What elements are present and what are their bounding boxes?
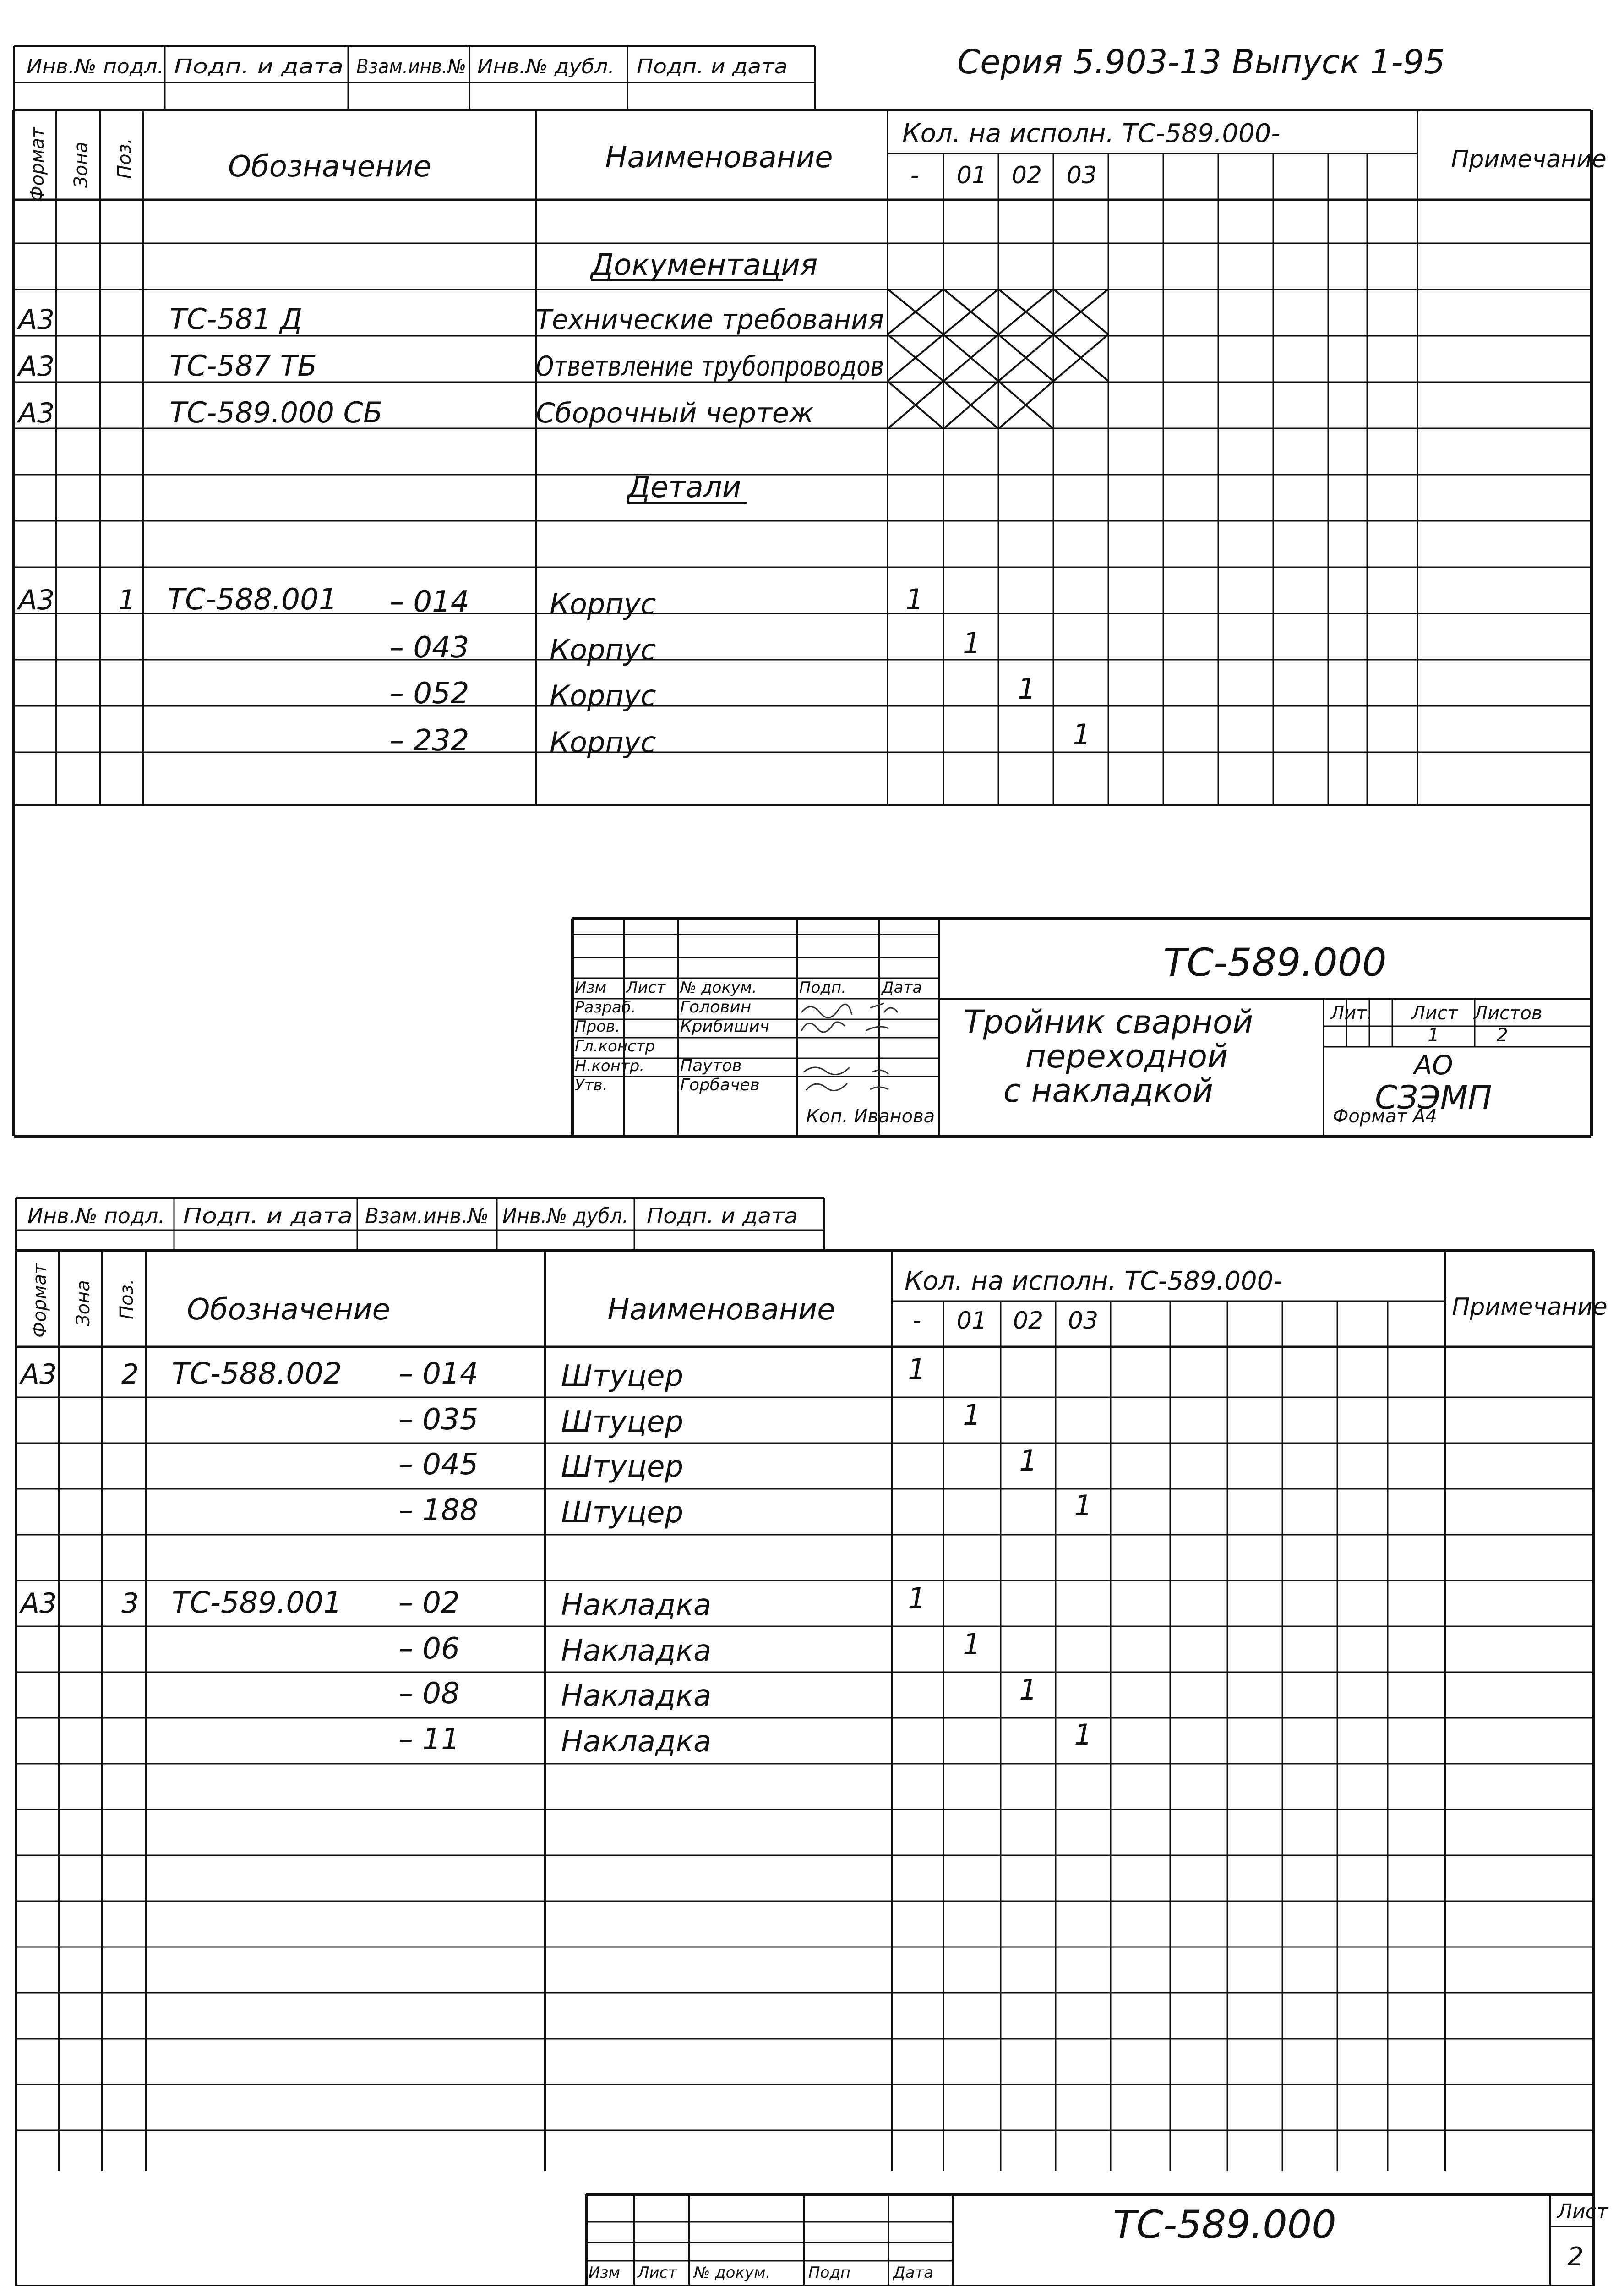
suffix-cell: – 014 [389, 585, 469, 619]
name-cell: Сборочный чертеж [536, 397, 814, 429]
qty-variant: 02 [1013, 1307, 1044, 1334]
qty-variant: - [912, 1307, 921, 1334]
section-title: Детали [627, 470, 741, 504]
qty-cell: 1 [908, 1581, 926, 1615]
format-cell: А3 [18, 397, 55, 429]
suffix-cell: – 052 [389, 677, 469, 711]
suffix-cell: – 035 [398, 1403, 479, 1437]
tb-col-label: Лист [626, 979, 666, 997]
table-header-sheet2 [29, 1263, 1608, 1338]
tb-col-label: Изм [589, 2264, 621, 2282]
tb-org-name: СЗЭМП [1375, 1079, 1492, 1116]
table-row [398, 1398, 981, 1439]
suffix-cell: – 06 [398, 1632, 460, 1666]
stamp-label: Инв.№ подл. [27, 1203, 165, 1228]
designation-cell: ТС-588.001 [167, 583, 338, 617]
table-row [19, 1581, 926, 1622]
doc-row [16, 302, 884, 336]
doc-number: ТС-589.000 [1113, 2202, 1336, 2247]
col-pos-header: Поз. [116, 1279, 137, 1319]
tb-name: Горбачев [680, 1076, 760, 1094]
stamp-label: Подп. и дата [174, 55, 343, 78]
col-designation-header: Обозначение [228, 150, 432, 184]
qty-cell: 1 [1074, 1718, 1092, 1751]
doc-number: ТС-589.000 [1163, 940, 1387, 985]
name-cell: Штуцер [561, 1359, 684, 1393]
qty-variant: 01 [956, 1307, 987, 1334]
table-row [19, 1352, 926, 1393]
pos-cell: 3 [121, 1587, 139, 1619]
qty-cell: 1 [1018, 672, 1036, 705]
section-documentation [589, 248, 817, 282]
tb-title-line: с накладкой [1003, 1072, 1214, 1110]
name-cell: Накладка [561, 1725, 712, 1759]
col-format-header: Формат [27, 127, 48, 202]
qty-cell: 1 [963, 1398, 981, 1432]
format-cell: А3 [21, 1358, 57, 1390]
name-cell: Штуцер [561, 1405, 684, 1439]
stamp-label: Взам.инв.№ [356, 55, 466, 78]
qty-cell: 1 [963, 1627, 981, 1661]
tb-col-label: Дата [893, 2264, 934, 2282]
format-cell: А3 [18, 350, 55, 383]
pos-cell: 2 [121, 1358, 139, 1390]
designation-cell: ТС-587 ТБ [169, 349, 317, 383]
paper-format: Формат А4 [1333, 1106, 1437, 1127]
name-cell: Накладка [561, 1634, 712, 1668]
signature-marks [801, 1003, 898, 1091]
tb-col-label: № докум. [680, 979, 757, 997]
stamp-label: Подп. и дата [637, 55, 788, 78]
suffix-cell: – 188 [398, 1493, 479, 1527]
pos-cell: 1 [118, 584, 136, 616]
tb-org-code: АО [1414, 1050, 1453, 1081]
col-qty-header: Кол. на исполн. ТС-589.000- [905, 1266, 1283, 1296]
name-cell: Накладка [561, 1679, 712, 1713]
tb-role: Разраб. [575, 998, 636, 1017]
col-name-header: Наименование [607, 1293, 835, 1327]
doc-row [16, 349, 884, 383]
table-row [398, 1673, 1037, 1713]
qty-cell: 1 [1019, 1444, 1037, 1477]
table-row [398, 1718, 1092, 1759]
section-parts [626, 470, 747, 504]
stamp-row-sheet1 [27, 55, 788, 78]
name-cell: Штуцер [561, 1496, 684, 1530]
designation-cell: ТС-588.002 [172, 1357, 342, 1391]
stamp-label: Подп. и дата [647, 1203, 798, 1228]
col-note-header: Примечание [1451, 146, 1607, 173]
name-cell: Ответвление трубопроводов [536, 350, 884, 383]
format-cell: А3 [21, 1587, 57, 1619]
stamp-row-sheet2 [27, 1203, 798, 1228]
col-zone-header: Зона [71, 142, 92, 188]
col-format-header: Формат [29, 1263, 50, 1338]
qty-variant: 02 [1011, 162, 1042, 189]
name-cell: Корпус [550, 587, 656, 621]
tb-col-label: Дата [882, 979, 922, 997]
qty-variant: 03 [1066, 162, 1097, 189]
stamp-label: Подп. и дата [183, 1203, 353, 1228]
col-qty-header: Кол. на исполн. ТС-589.000- [902, 119, 1281, 148]
name-cell: Штуцер [561, 1450, 684, 1484]
tb-col-label: Лист [638, 2264, 677, 2282]
table-header-sheet1 [27, 119, 1607, 202]
qty-variant: 01 [956, 162, 987, 189]
tb-sheet-label: Лист [1411, 1003, 1458, 1024]
name-cell: Корпус [550, 726, 656, 759]
tb-role: Н.контр. [575, 1057, 645, 1075]
format-cell: А3 [18, 304, 55, 336]
rows-sheet2 [19, 1352, 1092, 1759]
tb-col-label: Подп [808, 2264, 851, 2282]
tb-lit-label: Лит. [1330, 1003, 1373, 1024]
qty-variant: - [910, 162, 919, 189]
suffix-cell: – 08 [398, 1677, 460, 1711]
doc-row [16, 396, 814, 429]
stamp-label: Инв.№ дубл. [477, 55, 615, 78]
designation-cell: ТС-589.000 СБ [169, 396, 383, 429]
suffix-cell: – 045 [398, 1448, 479, 1482]
tb-sheet-no: 1 [1428, 1025, 1439, 1046]
table-row [398, 1627, 981, 1668]
qty-cell: 1 [908, 1352, 926, 1386]
name-cell: Накладка [561, 1588, 712, 1622]
suffix-cell: – 11 [398, 1723, 460, 1756]
tb-sheets-total: 2 [1496, 1025, 1508, 1046]
col-designation-header: Обозначение [186, 1293, 391, 1327]
copied-by: Коп. Иванова [806, 1106, 935, 1127]
suffix-cell: – 014 [398, 1357, 479, 1391]
stamp-label: Инв.№ дубл. [502, 1203, 628, 1228]
tb-name: Крибишич [680, 1017, 770, 1036]
stamp-label: Взам.инв.№ [365, 1203, 489, 1228]
name-cell: Корпус [550, 633, 656, 667]
tb-role: Пров. [575, 1017, 620, 1036]
title-block-sheet2 [589, 2200, 1609, 2282]
qty-variant: 03 [1068, 1307, 1099, 1334]
col-zone-header: Зона [73, 1280, 94, 1326]
series-header: Серия 5.903-13 Выпуск 1-95 [957, 43, 1445, 81]
title-block-sheet1 [575, 940, 1542, 1116]
section-title: Документация [591, 248, 818, 282]
qty-cell: 1 [1019, 1673, 1037, 1706]
stamp-label: Инв.№ подл. [27, 55, 164, 78]
tb-col-label: Подп. [799, 979, 846, 997]
tb-col-label: Изм [575, 979, 607, 997]
tb-role: Утв. [575, 1076, 608, 1094]
tb-role: Гл.констр [575, 1037, 655, 1055]
name-cell: Корпус [550, 679, 656, 712]
part-row [16, 583, 924, 621]
qty-cell: 1 [963, 626, 981, 660]
qty-cell: 1 [1073, 718, 1091, 751]
designation-cell: ТС-581 Д [169, 302, 303, 336]
qty-cell: 1 [905, 583, 924, 616]
tb-col-label: № докум. [694, 2264, 771, 2282]
part-row [389, 626, 981, 667]
name-cell: Технические требования [536, 304, 884, 336]
tb-name: Головин [680, 998, 752, 1017]
col-pos-header: Поз. [114, 138, 135, 179]
qty-cell: 1 [1074, 1489, 1092, 1522]
tb-name: Паутов [680, 1056, 742, 1075]
suffix-cell: – 043 [389, 631, 469, 665]
table-row [398, 1444, 1037, 1484]
tb-sheet-no: 2 [1567, 2242, 1584, 2272]
tb-sheet-label: Лист [1557, 2200, 1608, 2223]
format-cell: А3 [18, 584, 55, 616]
suffix-cell: – 02 [398, 1586, 460, 1620]
tb-title-line: Тройник сварной [963, 1003, 1253, 1041]
col-name-header: Наименование [605, 141, 833, 175]
tb-sheets-label: Листов [1474, 1003, 1542, 1024]
tb-title-line: переходной [1025, 1038, 1228, 1075]
suffix-cell: – 232 [389, 724, 469, 758]
col-note-header: Примечание [1452, 1293, 1608, 1321]
designation-cell: ТС-589.001 [172, 1586, 342, 1620]
table-row [398, 1489, 1092, 1530]
